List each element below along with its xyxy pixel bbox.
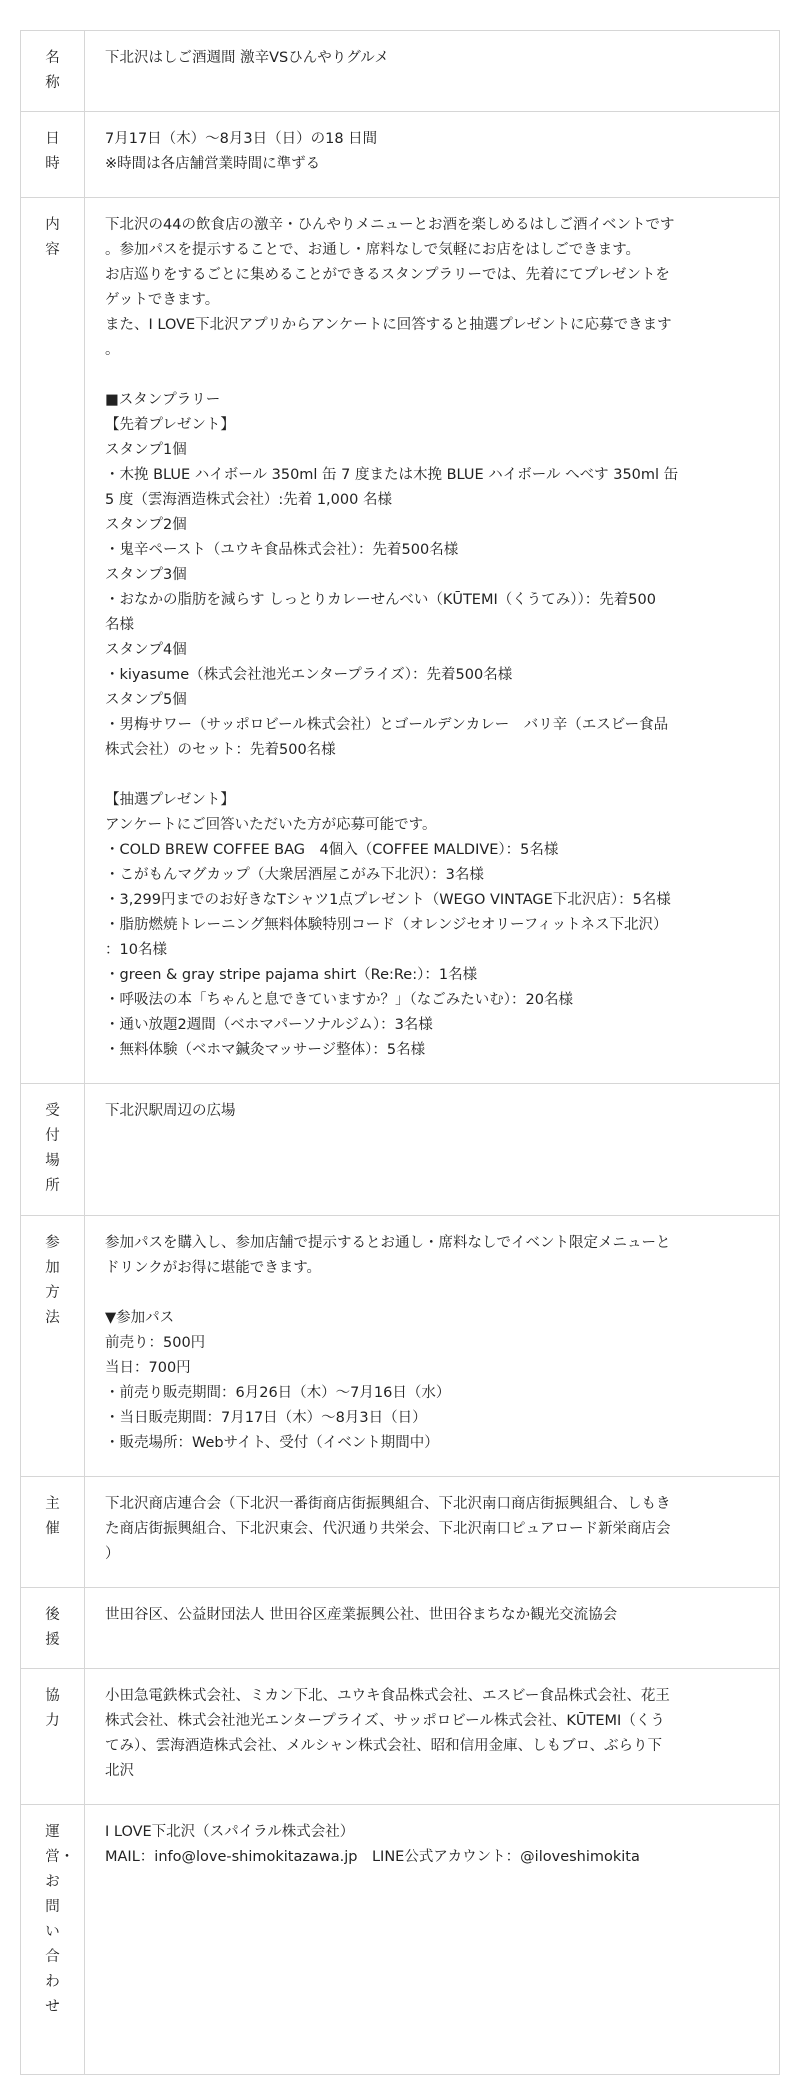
row-label-cell [21, 198, 85, 1084]
row-label: 運営・お問い合わせ [45, 1824, 75, 2015]
row-value-line: ・kiyasume（株式会社池光エンタープライズ）：先着500名様 [105, 667, 513, 683]
row-value-line: ・男梅サワー（サッポロビール株式会社）とゴールデンカレー バリ辛（エスビー食品 [105, 717, 669, 733]
info-row [21, 198, 780, 1084]
row-value-line: 下北沢の44の飲食店の激辛・ひんやりメニューとお酒を楽しめるはしご酒イベントです [105, 217, 675, 233]
row-value-line: ※時間は各店舗営業時間に準ずる [105, 156, 321, 172]
row-value-line: ・木挽 BLUE ハイボール 350ml 缶 7 度または木挽 BLUE ハイボール へべす 350ml 缶 [105, 467, 679, 483]
row-value-line: 小田急電鉄株式会社、ミカン下北、ユウキ食品株式会社、エスビー食品株式会社、花王 [105, 1688, 670, 1704]
row-value-line: 当日：700円 [105, 1360, 191, 1376]
row-value-line: 下北沢商店連合会（下北沢一番街商店街振興組合、下北沢南口商店街振興組合、しもき [105, 1496, 671, 1512]
row-value-line: た商店街振興組合、下北沢東会、代沢通り共栄会、下北沢南口ピュアロード新栄商店会 [105, 1521, 671, 1537]
row-value-line: 株式会社、株式会社池光エンタープライズ、サッポロビール株式会社、KŪTEMI（くう [105, 1713, 665, 1729]
row-value-line: 【抽選プレゼント】 [105, 792, 235, 808]
row-value-line: 下北沢駅周辺の広場 [105, 1103, 236, 1119]
row-value-line: スタンプ4個 [105, 642, 187, 658]
row-value-line: スタンプ2個 [105, 517, 187, 533]
row-label: 参加方法 [45, 1235, 60, 1326]
row-label: 名称 [45, 50, 60, 91]
row-value-line: 世田谷区、公益財団法人 世田谷区産業振興公社、世田谷まちなか観光交流協会 [105, 1607, 618, 1623]
row-value-line: ） [105, 1546, 120, 1562]
row-value-line: ・無料体験（ベホマ鍼灸マッサージ整体）：5名様 [105, 1042, 426, 1058]
row-value-line: 参加パスを購入し、参加店舗で提示するとお通し・席料なしでイベント限定メニューと [105, 1235, 671, 1251]
row-value-line [105, 363, 759, 388]
row-label-cell [21, 1216, 85, 1477]
info-row [21, 31, 780, 112]
row-value-cell [85, 31, 780, 112]
row-value-line: また、I LOVE下北沢アプリからアンケートに回答すると抽選プレゼントに応募できます [105, 317, 672, 333]
row-label: 日時 [45, 131, 60, 172]
row-value-line: 7月17日（木）～8月3日（日）の18 日間 [105, 131, 378, 147]
event-info-rows [21, 31, 780, 2075]
row-value-line: 下北沢はしご酒週間 激辛VSひんやりグルメ [105, 50, 389, 66]
row-value-cell [85, 1805, 780, 2075]
info-row [21, 1216, 780, 1477]
row-label-cell [21, 1669, 85, 1805]
row-value-cell [85, 1477, 780, 1588]
row-value-cell [85, 198, 780, 1084]
info-row [21, 1477, 780, 1588]
row-value-line [105, 1281, 759, 1306]
row-value-line: スタンプ1個 [105, 442, 187, 458]
row-label: 主催 [45, 1496, 60, 1537]
row-value-line: ・COLD BREW COFFEE BAG 4個入（COFFEE MALDIVE）：5名様 [105, 842, 559, 858]
row-value-line: 名様 [105, 617, 134, 633]
row-value-line: スタンプ5個 [105, 692, 187, 708]
row-value-cell [85, 1084, 780, 1216]
row-value-cell [85, 1669, 780, 1805]
info-row [21, 112, 780, 198]
row-value-line: MAIL：info@love-shimokitazawa.jp LINE公式アカウント：@iloveshimokita [105, 1849, 640, 1865]
row-value-cell [85, 1588, 780, 1669]
row-value-line: ・販売場所：Webサイト、受付（イベント期間中） [105, 1435, 439, 1451]
row-label: 受付場所 [45, 1103, 60, 1194]
row-label-cell [21, 1588, 85, 1669]
row-label: 協力 [45, 1688, 60, 1729]
row-value-cell [85, 112, 780, 198]
row-value-line: ・脂肪燃焼トレーニング無料体験特別コード（オレンジセオリーフィットネス下北沢） [105, 917, 668, 933]
row-value-line: 前売り：500円 [105, 1335, 206, 1351]
row-label: 後援 [45, 1607, 60, 1648]
row-value-line: ・呼吸法の本「ちゃんと息できていますか？」（なごみたいむ）：20名様 [105, 992, 573, 1008]
row-value-line: I LOVE下北沢（スパイラル株式会社） [105, 1824, 355, 1840]
row-value-line: てみ）、雲海酒造株式会社、メルシャン株式会社、昭和信用金庫、しもブロ、ぶらり下 [105, 1738, 663, 1754]
row-value-line: ■スタンプラリー [105, 392, 221, 408]
row-value-line: ・こがもんマグカップ（大衆居酒屋こがみ下北沢）：3名様 [105, 867, 484, 883]
row-value-line: 。参加パスを提示することで、お通し・席料なしで気軽にお店をはしごできます。 [105, 242, 641, 258]
row-value-line: ドリンクがお得に堪能できます。 [105, 1260, 322, 1276]
row-value-line: ゲットできます。 [105, 292, 220, 308]
row-value-cell [85, 1216, 780, 1477]
row-value-line: スタンプ3個 [105, 567, 187, 583]
row-value-line: ・前売り販売期間：6月26日（木）～7月16日（水） [105, 1385, 451, 1401]
row-value-line: アンケートにご回答いただいた方が応募可能です。 [105, 817, 437, 833]
event-info-table [20, 30, 780, 2075]
row-value-line: 。 [105, 342, 120, 358]
row-label-cell [21, 31, 85, 112]
row-value-line: 5 度（雲海酒造株式会社）:先着 1,000 名様 [105, 492, 392, 508]
row-label-cell [21, 1477, 85, 1588]
info-row [21, 1805, 780, 2075]
row-label-cell [21, 1805, 85, 2075]
row-value-line: ・おなかの脂肪を減らす しっとりカレーせんべい（KŪTEMI（くうてみ））：先着500 [105, 592, 656, 608]
row-value-line: 株式会社）のセット：先着500名様 [105, 742, 336, 758]
info-row [21, 1084, 780, 1216]
row-value-line: お店巡りをするごとに集めることができるスタンプラリーでは、先着にてプレゼントを [105, 267, 670, 283]
info-row [21, 1588, 780, 1669]
row-value-line: 北沢 [105, 1763, 134, 1779]
row-label-cell [21, 1084, 85, 1216]
row-value-line: 【先着プレゼント】 [105, 417, 235, 433]
row-value-line: ・鬼辛ペースト（ユウキ食品株式会社）：先着500名様 [105, 542, 459, 558]
row-value-line: ：10名様 [105, 942, 167, 958]
event-info-sheet [20, 30, 780, 2075]
row-label: 内容 [45, 217, 60, 258]
row-value-line: ・当日販売期間：7月17日（木）～8月3日（日） [105, 1410, 427, 1426]
row-value-line [105, 763, 759, 788]
row-value-line: ・green & gray stripe pajama shirt（Re:Re:）：1名様 [105, 967, 478, 983]
row-value-line: ・通い放題2週間（ベホマパーソナルジム）：3名様 [105, 1017, 433, 1033]
info-row [21, 1669, 780, 1805]
row-value-line: ▼参加パス [105, 1310, 175, 1326]
row-value-line: ・3,299円までのお好きなTシャツ1点プレゼント（WEGO VINTAGE下北沢店）：5名様 [105, 892, 671, 908]
row-label-cell [21, 112, 85, 198]
